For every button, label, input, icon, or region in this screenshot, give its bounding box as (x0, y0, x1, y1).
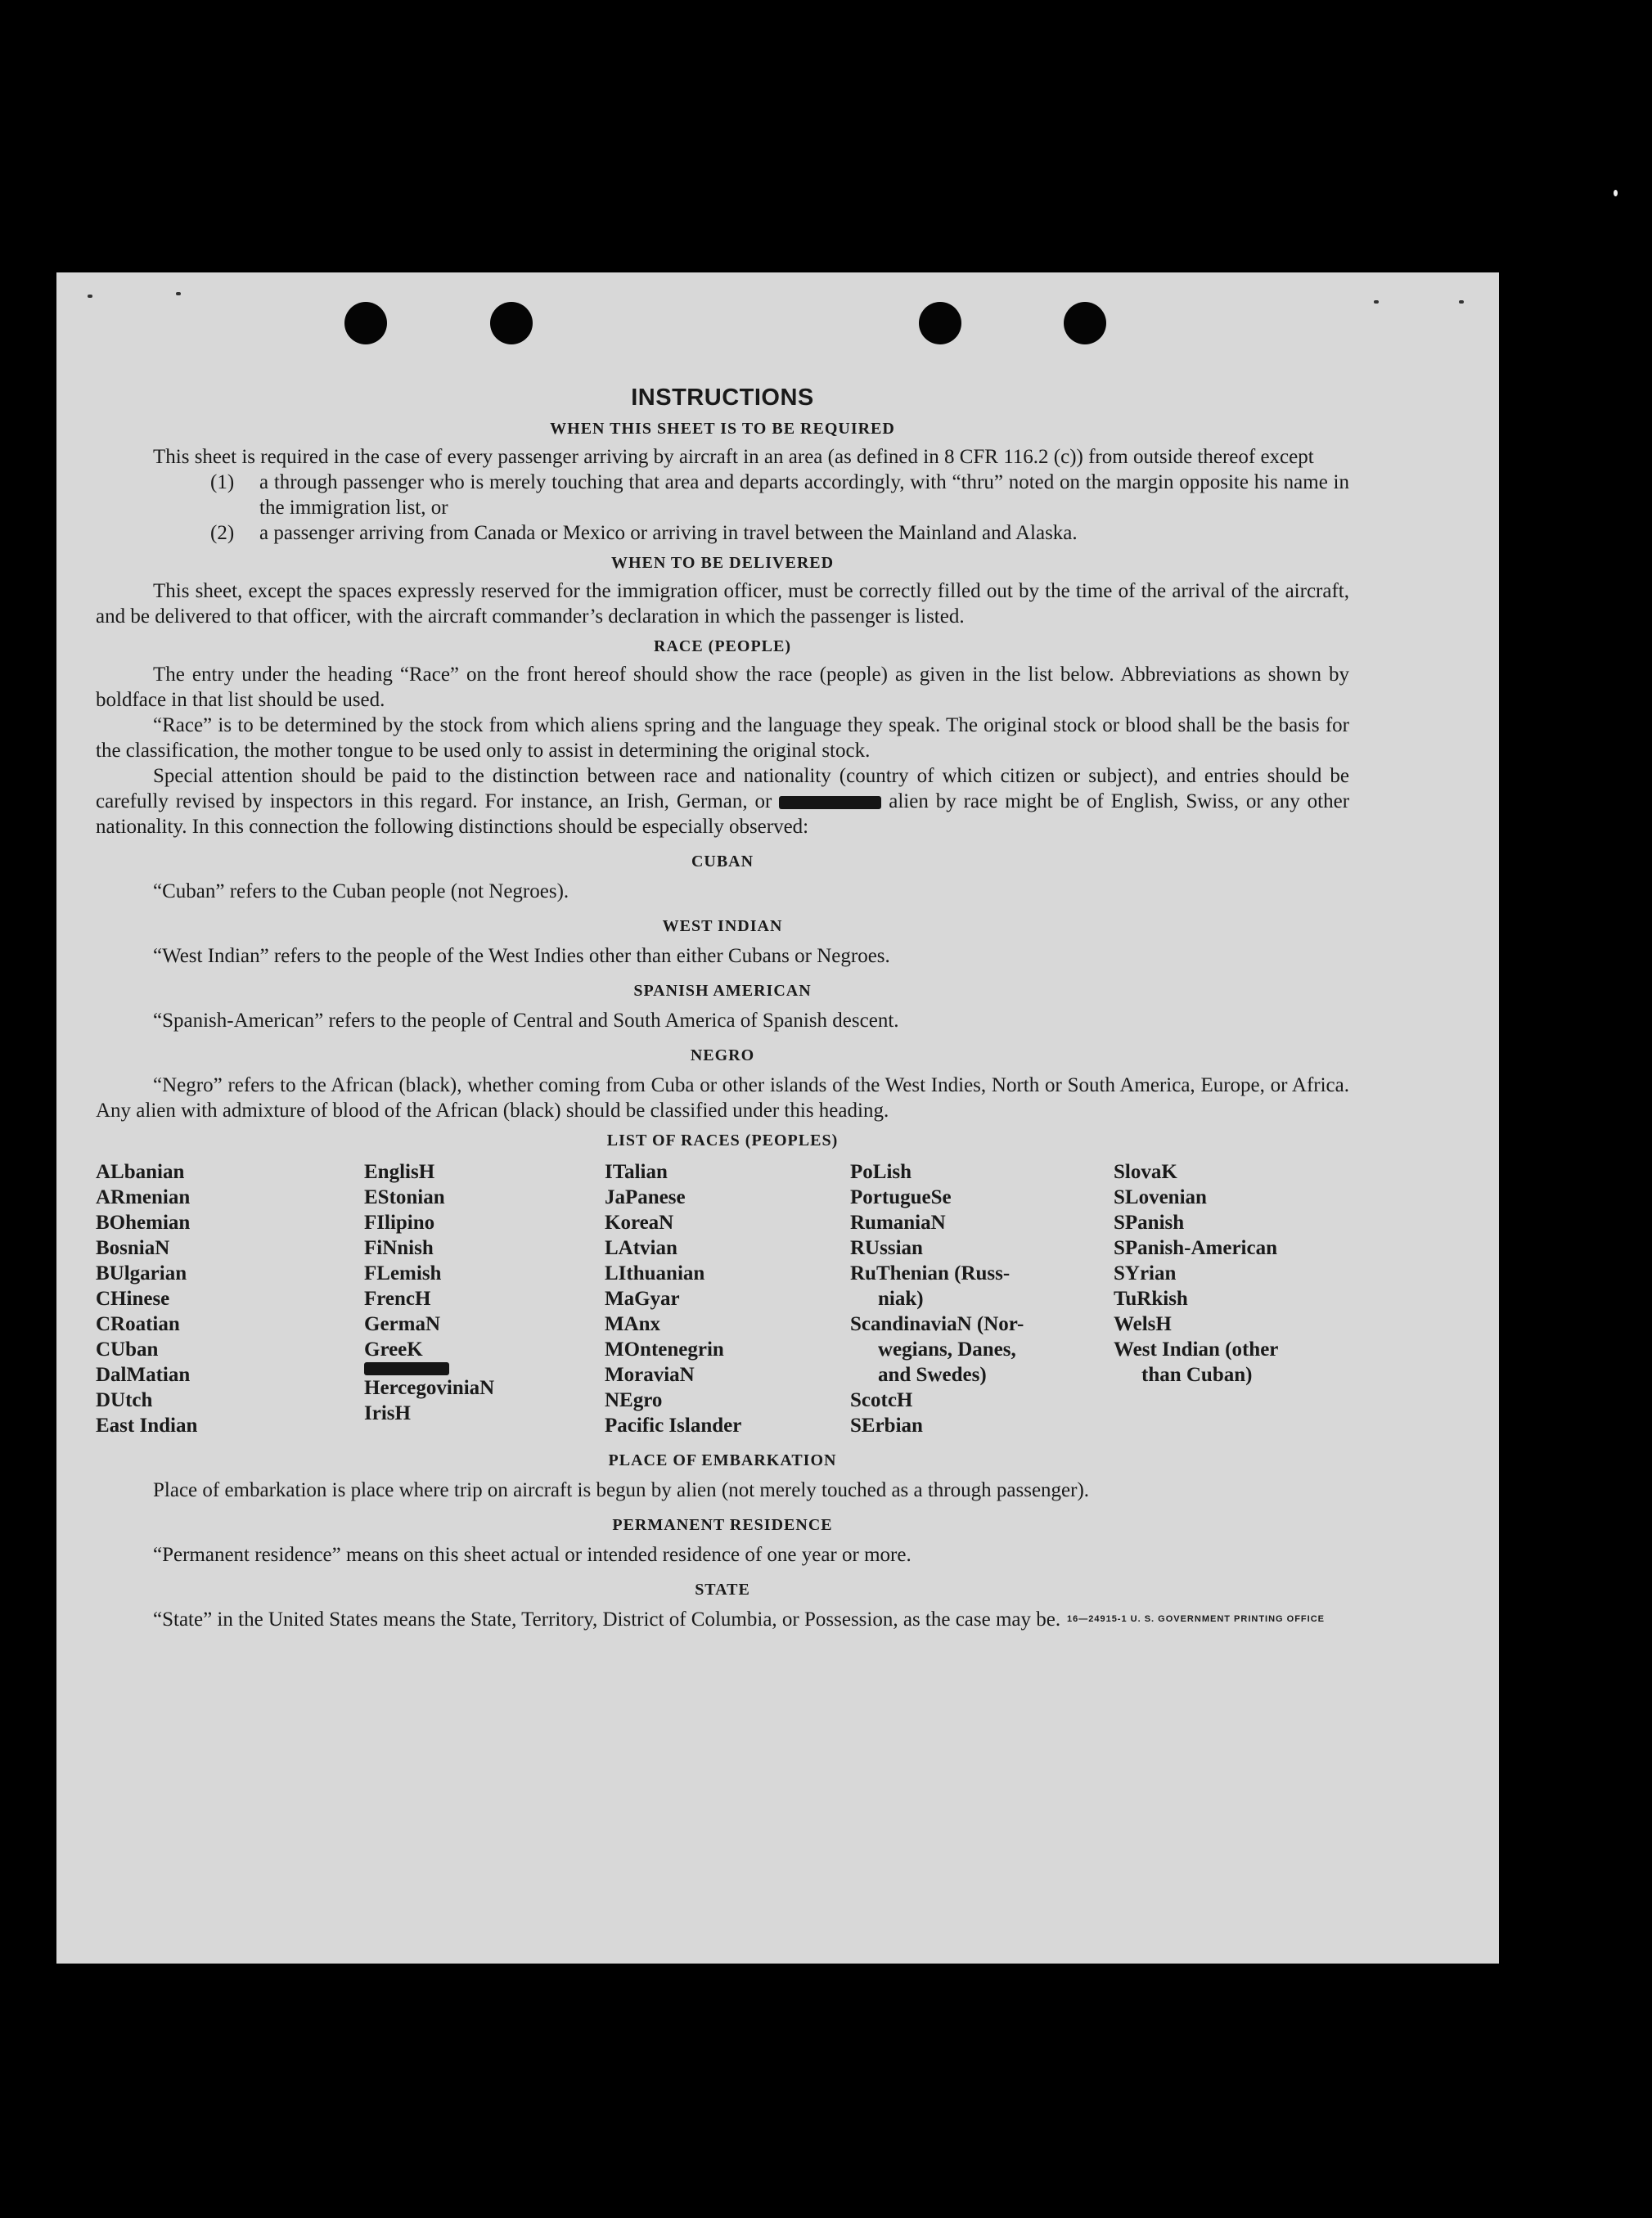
list-item: ScotcH (850, 1389, 913, 1411)
punch-hole (344, 302, 387, 344)
item-text: a through passenger who is merely touching that area and departs accordingly, with “thru” noted on the margin opposite his name in the immigration list, or (259, 471, 1349, 519)
list-item: BosniaN (96, 1237, 170, 1259)
list-item: JaPanese (605, 1186, 686, 1208)
paragraph-race-3-part-1: Special attention should be paid to the distinction between race and nationality (country of which citizen or subject), and entries should be carefully revised by inspectors in this regard. For instance, an Irish, German, or (96, 765, 1349, 812)
section-heading-cuban: CUBAN (691, 853, 754, 871)
list-item: SPanish (1114, 1212, 1185, 1234)
list-item: BOhemian (96, 1212, 191, 1234)
list-item: FLemish (364, 1262, 442, 1284)
list-item: SLovenian (1114, 1186, 1207, 1208)
dust-speck (1614, 190, 1618, 196)
item-text: a passenger arriving from Canada or Mexico or arriving in travel between the Mainland and Alaska. (259, 522, 1078, 544)
section-heading-west-indian: WEST INDIAN (662, 917, 783, 935)
section-heading-embarkation: PLACE OF EMBARKATION (608, 1451, 837, 1469)
section-heading-when-required: WHEN THIS SHEET IS TO BE REQUIRED (550, 420, 895, 438)
list-item: NEgro (605, 1389, 663, 1411)
list-item: ARmenian (96, 1186, 191, 1208)
paper-mark (1459, 300, 1464, 304)
section-heading-residence: PERMANENT RESIDENCE (612, 1516, 833, 1534)
page-title: INSTRUCTIONS (631, 385, 814, 411)
paper-mark (176, 292, 181, 295)
list-item: RumaniaN (850, 1212, 946, 1234)
list-item-continued: and Swedes) (878, 1364, 987, 1386)
race-list (96, 1159, 1349, 1438)
list-item: GermaN (364, 1313, 441, 1335)
paper-mark (88, 295, 92, 298)
list-item: SPanish-American (1114, 1237, 1277, 1259)
list-item: East Indian (96, 1415, 198, 1437)
item-number: (2) (210, 522, 235, 544)
list-item: MaGyar (605, 1288, 680, 1310)
instruction-sheet (56, 272, 1499, 1964)
paragraph-when-delivered: This sheet, except the spaces expressly reserved for the immigration officer, must be correctly filled out by the time of the arrival of the aircraft, and be delivered to that officer, with the aircraft commander’s declaration in which the passenger is listed. (96, 580, 1349, 628)
list-item: PoLish (850, 1161, 912, 1183)
section-heading-state: STATE (695, 1581, 750, 1599)
list-item: TuRkish (1114, 1288, 1188, 1310)
section-heading-negro: NEGRO (690, 1046, 755, 1064)
item-number: (1) (210, 471, 235, 493)
list-item: PortugueSe (850, 1186, 952, 1208)
exception-item-1 (210, 470, 1349, 520)
section-heading-list-of-races: LIST OF RACES (PEOPLES) (606, 1131, 839, 1149)
paragraph-race-1: The entry under the heading “Race” on the front hereof should show the race (people) as given in the list below. Abbreviations as shown by boldface in that list should be used. (96, 664, 1349, 711)
paragraph-race-3 (96, 763, 1349, 839)
list-item: CRoatian (96, 1313, 180, 1335)
list-item: CHinese (96, 1288, 170, 1310)
paragraph-race-2: “Race” is to be determined by the stock from which aliens spring and the language they speak. The original stock or blood shall be the basis for the classification, the mother tongue to be used only to assist in determining the original stock. (96, 714, 1349, 762)
list-item: HercegoviniaN (364, 1377, 495, 1399)
list-item: IrisH (364, 1402, 411, 1424)
list-item: KoreaN (605, 1212, 674, 1234)
list-item: FiNnish (364, 1237, 434, 1259)
list-item: WelsH (1114, 1313, 1172, 1335)
list-item: MAnx (605, 1313, 661, 1335)
list-item: EnglisH (364, 1161, 435, 1183)
list-item-continued: wegians, Danes, (878, 1338, 1016, 1361)
list-item: RUssian (850, 1237, 923, 1259)
list-item: CUban (96, 1338, 159, 1361)
list-item: ALbanian (96, 1161, 185, 1183)
paragraph-negro: “Negro” refers to the African (black), whether coming from Cuba or other islands of the West Indies, North or South America, Europe, or Africa. Any alien with admixture of blood of the African (black) should be classified under this heading. (96, 1074, 1349, 1122)
paragraph-west-indian: “West Indian” refers to the people of the West Indies other than either Cubans or Negroes. (153, 945, 890, 967)
exception-item-2 (210, 520, 1349, 546)
paragraph-spanish-american: “Spanish-American” refers to the people of Central and South America of Spanish descent. (153, 1010, 899, 1032)
list-item: DUtch (96, 1389, 153, 1411)
list-item: ITalian (605, 1161, 668, 1183)
section-heading-when-delivered: WHEN TO BE DELIVERED (610, 554, 835, 572)
list-item: FrencH (364, 1288, 431, 1310)
list-item: SYrian (1114, 1262, 1177, 1284)
list-item: GreeK (364, 1338, 423, 1361)
paragraph-residence: “Permanent residence” means on this sheet actual or intended residence of one year or more. (153, 1544, 912, 1566)
list-item: SlovaK (1114, 1161, 1177, 1183)
section-heading-spanish-american: SPANISH AMERICAN (633, 982, 812, 1000)
list-item: SErbian (850, 1415, 923, 1437)
redaction-mark (779, 796, 881, 809)
punch-hole (1064, 302, 1106, 344)
list-item: MoraviaN (605, 1364, 695, 1386)
list-item: LIthuanian (605, 1262, 705, 1284)
list-item: FIlipino (364, 1212, 435, 1234)
redaction-mark (364, 1362, 449, 1375)
list-item-continued: than Cuban) (1141, 1364, 1253, 1386)
paragraph-when-required: This sheet is required in the case of every passenger arriving by aircraft in an area (as defined in 8 CFR 116.2 (c)) from outside thereof except (153, 446, 1314, 468)
race-column-4 (850, 1159, 1114, 1438)
instructions-body (96, 384, 1350, 1631)
punch-hole (919, 302, 961, 344)
race-column-5 (1114, 1159, 1349, 1438)
race-column-1 (96, 1159, 364, 1438)
paragraph-race-3-part-2: alien by race might be of English, Swiss, or any other nationality. In this connection the following distinctions should be especially observed: (96, 790, 1350, 838)
paragraph-state: “State” in the United States means the State, Territory, District of Columbia, or Possession, as the case may be. (153, 1608, 1061, 1631)
race-column-3 (605, 1159, 850, 1438)
list-item: BUlgarian (96, 1262, 187, 1284)
list-item: RuThenian (Russ- (850, 1262, 1011, 1284)
section-heading-race: RACE (PEOPLE) (654, 637, 791, 655)
list-item: West Indian (other (1114, 1338, 1279, 1361)
list-item: ScandinaviaN (Nor- (850, 1313, 1024, 1335)
list-item: DalMatian (96, 1364, 191, 1386)
list-item-redacted (364, 1362, 605, 1375)
race-column-2 (364, 1159, 605, 1438)
paper-mark (1374, 300, 1379, 304)
paragraph-cuban: “Cuban” refers to the Cuban people (not Negroes). (153, 880, 569, 902)
list-item: EStonian (364, 1186, 445, 1208)
list-item: Pacific Islander (605, 1415, 742, 1437)
punch-hole (490, 302, 533, 344)
list-item-continued: niak) (878, 1288, 924, 1310)
paragraph-embarkation: Place of embarkation is place where trip on aircraft is begun by alien (not merely touched as a through passenger). (153, 1479, 1090, 1501)
list-item: LAtvian (605, 1237, 677, 1259)
list-item: MOntenegrin (605, 1338, 724, 1361)
print-code: 16—24915-1 U. S. GOVERNMENT PRINTING OFFICE (1066, 1614, 1325, 1624)
